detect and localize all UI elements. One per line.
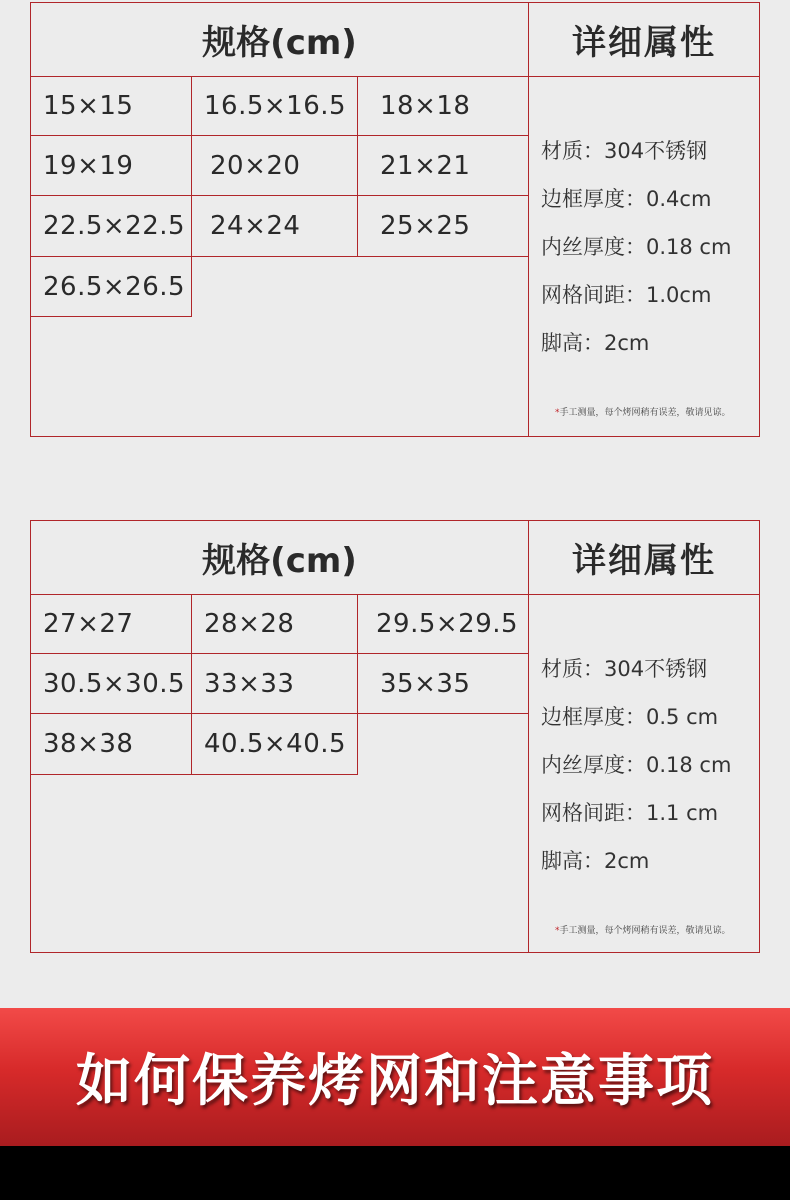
attribute-frame-thickness: 边框厚度：0.4cm	[541, 187, 712, 211]
attributes-header: 详细属性	[529, 521, 759, 595]
spec-header: 规格(cm)	[31, 3, 529, 77]
size-cell: 35×35	[358, 654, 529, 714]
attribute-grid-spacing: 网格间距：1.0cm	[541, 283, 712, 307]
spec-table-2	[30, 520, 760, 953]
size-cell: 33×33	[192, 654, 358, 714]
size-cell: 18×18	[358, 76, 529, 136]
size-cell: 38×38	[31, 714, 192, 775]
size-cell: 28×28	[192, 594, 358, 654]
measurement-note: *手工测量，每个烤网稍有误差，敬请见谅。	[555, 926, 731, 936]
attribute-list	[541, 127, 761, 367]
size-cell: 24×24	[192, 196, 358, 257]
size-cell: 27×27	[31, 594, 192, 654]
attribute-leg-height: 脚高：2cm	[541, 849, 650, 873]
size-cell: 22.5×22.5	[31, 196, 192, 257]
attribute-grid-spacing: 网格间距：1.1 cm	[541, 801, 719, 825]
bottom-black-strip	[0, 1146, 790, 1200]
measurement-note: *手工测量，每个烤网稍有误差，敬请见谅。	[555, 408, 731, 418]
size-cell: 30.5×30.5	[31, 654, 192, 714]
banner-title: 如何保养烤网和注意事项	[76, 1049, 714, 1114]
size-cell: 16.5×16.5	[192, 76, 358, 136]
attribute-material: 材质：304不锈钢	[541, 139, 708, 163]
size-cell: 21×21	[358, 136, 529, 196]
size-cell: 26.5×26.5	[31, 257, 192, 317]
spec-header: 规格(cm)	[31, 521, 529, 595]
size-cell: 20×20	[192, 136, 358, 196]
size-cell: 25×25	[358, 196, 529, 257]
care-instructions-banner	[0, 1008, 790, 1146]
spec-table-1	[30, 2, 760, 437]
size-cell: 19×19	[31, 136, 192, 196]
attribute-wire-thickness: 内丝厚度：0.18 cm	[541, 753, 732, 777]
attribute-list	[541, 645, 761, 885]
attribute-wire-thickness: 内丝厚度：0.18 cm	[541, 235, 732, 259]
attributes-header: 详细属性	[529, 3, 759, 77]
size-cell: 29.5×29.5	[358, 594, 529, 654]
size-cell: 15×15	[31, 76, 192, 136]
attribute-leg-height: 脚高：2cm	[541, 331, 650, 355]
attribute-frame-thickness: 边框厚度：0.5 cm	[541, 705, 719, 729]
attribute-material: 材质：304不锈钢	[541, 657, 708, 681]
size-cell: 40.5×40.5	[192, 714, 358, 775]
